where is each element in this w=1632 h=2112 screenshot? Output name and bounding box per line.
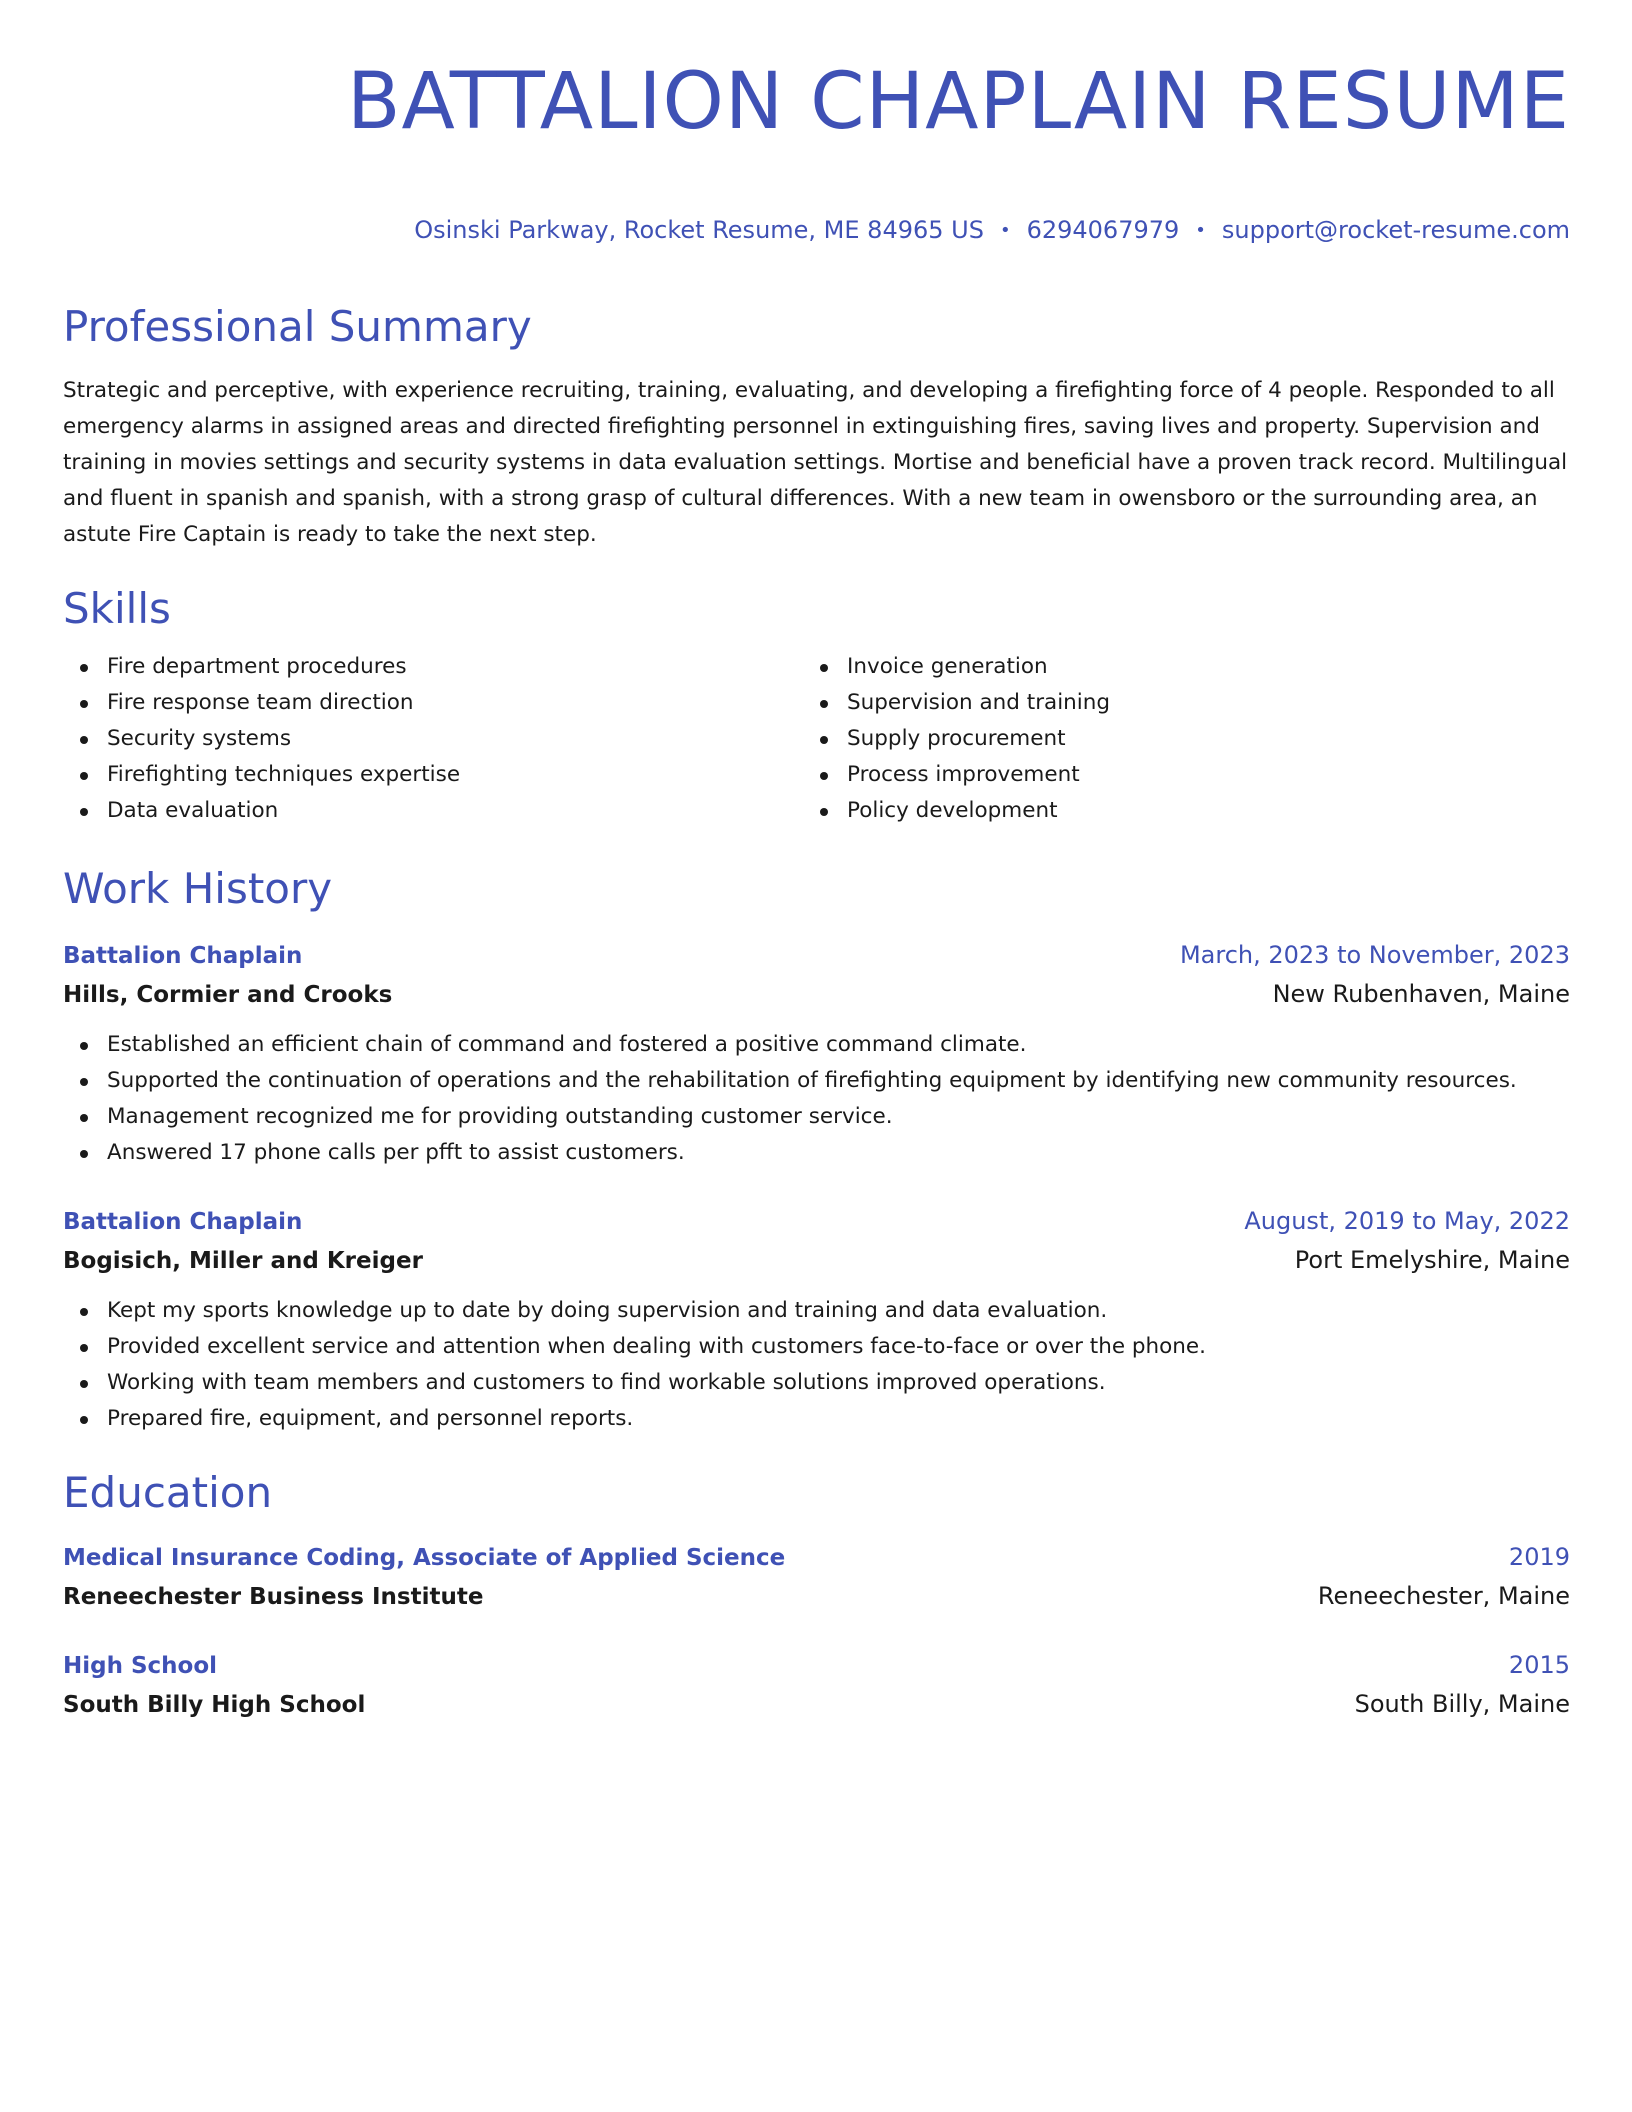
- job-entry: [63, 937, 1570, 1171]
- job-bullet: Established an efficient chain of command and fostered a positive command climate.: [63, 1027, 1570, 1063]
- job-employer: Hills, Cormier and Crooks: [63, 982, 393, 1008]
- education-entry: [63, 1539, 1570, 1617]
- section-title-education: Education: [63, 1468, 273, 1517]
- contact-phone: 6294067979: [1026, 216, 1180, 244]
- job-bullet: Prepared fire, equipment, and personnel reports.: [63, 1401, 1570, 1437]
- education-entry: [63, 1647, 1570, 1725]
- job-bullets: [63, 1027, 1570, 1171]
- education-location: South Billy, Maine: [1354, 1690, 1570, 1718]
- skill-item: Policy development: [803, 793, 1543, 829]
- skill-item: Fire response team direction: [63, 685, 803, 721]
- job-entry: [63, 1203, 1570, 1437]
- education-header-row: [63, 1647, 1570, 1684]
- education-degree: Medical Insurance Coding, Associate of Applied Science: [63, 1545, 786, 1571]
- education-year: 2019: [1508, 1543, 1570, 1571]
- job-bullet: Working with team members and customers to find workable solutions improved operations.: [63, 1365, 1570, 1401]
- job-dates: March, 2023 to November, 2023: [1179, 941, 1570, 969]
- resume-title: BATTALION CHAPLAIN RESUME: [347, 57, 1570, 147]
- skill-item: Security systems: [63, 721, 803, 757]
- job-employer: Bogisich, Miller and Kreiger: [63, 1248, 423, 1274]
- job-bullet: Provided excellent service and attention when dealing with customers face-to-face or over the phone.: [63, 1329, 1570, 1365]
- education-degree: High School: [63, 1653, 218, 1679]
- contact-separator: •: [1195, 220, 1206, 241]
- education-year: 2015: [1508, 1651, 1570, 1679]
- resume-header: [63, 52, 1570, 247]
- job-title: Battalion Chaplain: [63, 1209, 303, 1235]
- section-title-work-history: Work History: [63, 864, 333, 913]
- education-school: South Billy High School: [63, 1692, 366, 1718]
- skill-item: Invoice generation: [803, 649, 1543, 685]
- job-title: Battalion Chaplain: [63, 943, 303, 969]
- job-employer-row: [63, 974, 1570, 1015]
- job-header-row: [63, 1203, 1570, 1240]
- contact-email: support@rocket-resume.com: [1221, 216, 1570, 244]
- skill-item: Supervision and training: [803, 685, 1543, 721]
- skills-column-left: [63, 649, 803, 829]
- skills-list: [63, 649, 1570, 829]
- education-school-row: [63, 1576, 1570, 1617]
- job-location: Port Emelyshire, Maine: [1294, 1246, 1570, 1274]
- contact-address: Osinski Parkway, Rocket Resume, ME 84965 US: [414, 216, 984, 244]
- job-header-row: [63, 937, 1570, 974]
- contact-line: [63, 214, 1570, 247]
- job-employer-row: [63, 1240, 1570, 1281]
- job-bullet: Answered 17 phone calls per pfft to assist customers.: [63, 1135, 1570, 1171]
- section-title-skills: Skills: [63, 584, 171, 633]
- summary-text: Strategic and perceptive, with experience recruiting, training, evaluating, and developing a firefighting force of 4 people. Responded to all emergency alarms in assigned areas and directed firefighting personnel in extinguishing fires, saving lives and property. Supervision and training in movies settings and security systems in data evaluation settings. Mortise and beneficial have a proven track record. Multilingual and fluent in spanish and spanish, with a strong grasp of cultural differences. With a new team in owensboro or the surrounding area, an astute Fire Captain is ready to take the next step.: [63, 378, 1568, 547]
- education-school: Reneechester Business Institute: [63, 1584, 484, 1610]
- education-school-row: [63, 1684, 1570, 1725]
- job-bullet: Supported the continuation of operations and the rehabilitation of firefighting equipment by identifying new community resources.: [63, 1063, 1570, 1099]
- job-dates: August, 2019 to May, 2022: [1244, 1207, 1570, 1235]
- job-bullets: [63, 1293, 1570, 1437]
- job-bullet: Management recognized me for providing outstanding customer service.: [63, 1099, 1570, 1135]
- contact-separator: •: [999, 220, 1011, 241]
- education-location: Reneechester, Maine: [1317, 1582, 1570, 1610]
- skill-item: Firefighting techniques expertise: [63, 757, 803, 793]
- job-location: New Rubenhaven, Maine: [1272, 980, 1570, 1008]
- section-title-summary: Professional Summary: [63, 302, 532, 351]
- skill-item: Supply procurement: [803, 721, 1543, 757]
- skills-column-right: [803, 649, 1543, 829]
- skill-item: Fire department procedures: [63, 649, 803, 685]
- education-header-row: [63, 1539, 1570, 1576]
- job-bullet: Kept my sports knowledge up to date by doing supervision and training and data evaluation.: [63, 1293, 1570, 1329]
- skill-item: Process improvement: [803, 757, 1543, 793]
- skill-item: Data evaluation: [63, 793, 803, 829]
